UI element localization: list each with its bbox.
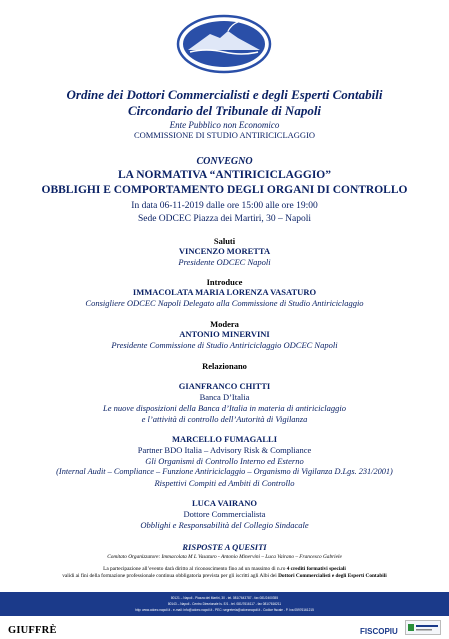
- speaker-3-name: LUCA VAIRANO: [191, 498, 258, 508]
- speaker-2-name: MARCELLO FUMAGALLI: [171, 434, 278, 444]
- speaker-3-org: Dottore Commercialista: [183, 509, 266, 519]
- event-title-line2: OBBLIGHI E COMPORTAMENTO DEGLI ORGANI DI CONTROLLO: [41, 184, 408, 196]
- introduce-name: IMMACOLATA MARIA LORENZA VASATURO: [132, 287, 317, 297]
- modera-label: Modera: [210, 319, 239, 329]
- speaker-3-topic-1: Obblighi e Responsabilità del Collegio Sindacale: [140, 520, 309, 530]
- event-title-line1: LA NORMATIVA “ANTIRICICLAGGIO”: [118, 169, 331, 181]
- speaker-2-topic-1: Gli Organismi di Controllo Interno ed Esterno: [145, 456, 304, 466]
- event-venue: Sede ODCEC Piazza dei Martiri, 30 – Napoli: [137, 214, 312, 224]
- introduce-label: Introduce: [206, 277, 243, 287]
- org-name-line2: Circondario del Tribunale di Napoli: [127, 103, 322, 118]
- speaker-1-org: Banca D’Italia: [199, 392, 250, 402]
- crediti-note-line1: [0, 566, 449, 572]
- saluti-role: Presidente ODCEC Napoli: [178, 257, 271, 267]
- modera-role: Presidente Commissione di Studio Antiriciclaggio ODCEC Napoli: [111, 340, 338, 350]
- footer-address-1: 80121 – Napoli - Piazza dei Martiri, 30 - tel. 081/7643787 - fax 081/2400355: [170, 596, 279, 600]
- sponsor-badge-icon: [405, 620, 441, 635]
- fiscopiu-logo: [360, 621, 398, 636]
- crediti-note-line2-bold: Dottori Commercialisti e degli Esperti Contabili: [278, 573, 387, 579]
- speaker-2-topic-2: (Internal Audit – Compliance – Funzione Antiriciclaggio – Organismo di Vigilanza D.Lgs. 231/2001): [56, 467, 393, 476]
- event-kind: CONVEGNO: [196, 156, 253, 167]
- footer-band: [0, 592, 449, 616]
- footer-address-2: 80143 – Napoli - Centro Direzionale Is. E/1 - tel. 081/7616117 - fax 081/7616211: [167, 602, 282, 606]
- crediti-note-line2-text: validi ai fini della formazione professionale continua obbligatoria prevista per gli iscritti agli Albi dei: [62, 573, 279, 579]
- saluti-label: Saluti: [213, 236, 236, 246]
- comitato-organizzatore: Comitato Organizzatore: Immacolata M L Vasaturo - Antonio Minervini – Luca Vairano – Francesco Gabriele: [107, 554, 342, 560]
- speaker-1-name: GIANFRANCO CHITTI: [178, 381, 271, 391]
- relazionano-label: Relazionano: [202, 361, 247, 371]
- speaker-1-topic-1: Le nuove disposizioni della Banca d’Italia in materia di antiriciclaggio: [103, 403, 346, 413]
- crediti-note-line1-text: La partecipazione all’evento darà diritto al riconoscimento fino ad un massimo di n.ro: [103, 566, 287, 572]
- introduce-role: Consigliere ODCEC Napoli Delegato alla Commissione di Studio Antiriciclaggio: [85, 298, 364, 308]
- speaker-2-topic-3: Rispettivi Compiti ed Ambiti di Controllo: [154, 478, 295, 488]
- speaker-1-topic-2: e l’attività di controllo dell’Autorità di Vigilanza: [141, 414, 308, 424]
- sponsors-strip: [0, 617, 449, 636]
- saluti-name: VINCENZO MORETTA: [178, 246, 271, 256]
- footer-contacts: http: www.odcec.napoli.it - e-mail: info@odcec.napoli.it - PEC: segreteria@odcecnapoli.it - Codice fiscale - P. Iva 05976161215: [135, 608, 314, 612]
- crediti-note-line2: [0, 573, 449, 579]
- ente-label: Ente Pubblico non Economico: [169, 120, 280, 130]
- commissione-label: COMMISSIONE DI STUDIO ANTIRICICLAGGIO: [133, 130, 316, 140]
- event-date: In data 06-11-2019 dalle ore 15:00 alle ore 19:00: [131, 201, 318, 211]
- vesuvio-logo-icon: [176, 14, 272, 74]
- modera-name: ANTONIO MINERVINI: [179, 329, 270, 339]
- crediti-note-line1-bold: 4 crediti formativi speciali: [286, 566, 346, 572]
- speaker-2-org: Partner BDO Italia – Advisory Risk & Compliance: [137, 445, 312, 455]
- risposte-quesiti: RISPOSTE A QUESITI: [182, 542, 267, 552]
- giuffre-logo: [8, 620, 57, 636]
- odcec-logo: [176, 14, 272, 74]
- org-name-line1: Ordine dei Dottori Commercialisti e degli Esperti Contabili: [66, 87, 383, 102]
- fiscopiu-logo-text: FISCOPIU: [360, 627, 398, 636]
- giuffre-logo-text: GIUFFRÈ: [8, 625, 57, 636]
